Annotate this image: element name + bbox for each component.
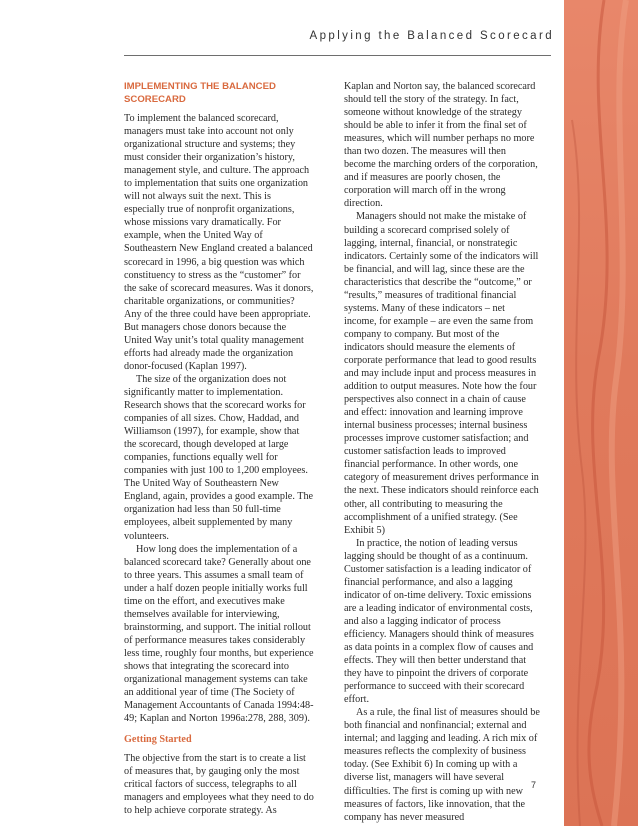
paragraph: Managers should not make the mistake of building a scorecard comprised solely of lagging, internal, financial, or nonstrategic indicators. Certainly some of the indicators will be financial, and will lag, since these are the characteristics that describe the “outcome,” or “results,” measures of traditional financial systems. Many of these indicators – net income, for example – are even the same from company to company. But most of the indicators should measure the elements of corporate performance that lead to good results and may include input and process measures in addition to output measures. Note how the four perspectives also connect in a chain of cause and effect: innovation and learning improve internal business processes; internal business processes improve customer satisfaction; and customer satisfaction leads to improved financial performance. In other words, one category of measurement drives performance in the next. These indicators should reinforce each other, all contributing to measuring the accomplishment of a unified strategy. (See Exhibit 5) — [344, 211, 539, 536]
paragraph: The objective from the start is to create a list of measures that, by gauging only the most critical factors of success, telegraphs to all managers and employees what they need to do to help achieve corporate strategy. As — [124, 753, 314, 817]
left-column — [124, 80, 314, 817]
band-stripe — [612, 0, 626, 826]
paragraph: As a rule, the final list of measures should be both financial and nonfinancial; external and internal; and lagging and leading. A rich mix of measures reflects the complexity of business today. (See Exhibit 6) In coming up with a diverse list, managers will have several difficulties. The first is coming up with new measures of factors, like innovation, that the company has never measured — [344, 707, 540, 823]
paragraph: How long does the implementation of a balanced scorecard take? Generally about one to three years. This assumes a small team of under a half dozen people initially works full time on the effort, and executives make themselves available for interviewing, brainstorming, and support. The initial rollout of performance measures takes considerably less time, roughly four months, but experience shows that integrating the scorecard into organizational management systems can take an additional year of time (The Society of Management Accountants of Canada 1994:48-49; Kaplan and Norton 1996a:278, 288, 309). — [124, 543, 314, 725]
paragraph: Kaplan and Norton say, the balanced scorecard should tell the story of the strategy. In fact, someone without knowledge of the strategy should be able to infer it from the final set of measures, which will number perhaps no more than two dozen. The measures will then become the marching orders of the corporation, and if measures are poorly chosen, the corporation will march off in the wrong direction. — [344, 81, 538, 210]
right-column — [344, 80, 540, 824]
band-stripes — [564, 0, 638, 826]
band-stripe — [572, 120, 585, 826]
band-stripe — [589, 0, 607, 826]
paragraph: In practice, the notion of leading versus lagging should be thought of as a continuum. Customer satisfaction is a leading indicator of financial performance, and also a lagging indicator of on-time delivery. Toxic emissions are a leading indicator of environmental costs, and also a lagging indicator of process efficiency. Managers should think of measures as data points in a complex flow of causes and effects. They will then better understand that they have to pinpoint the drivers of corporate performance to succeed with their scorecard effort. — [344, 537, 534, 706]
running-head: Applying the Balanced Scorecard — [309, 30, 554, 42]
paragraph: The size of the organization does not significantly matter to implementation. Research shows that the scorecard works for companies of all sizes. Chow, Haddad, and Williamson (1997), for example, show that the scorecard, though developed at large companies, functions equally well for companies with just 100 to 1,200 employees. The United Way of Southeastern New England, again, provides a good example. The organization had less than 50 full-time employees, albeit supplemented by many volunteers. — [124, 373, 314, 542]
section-heading: IMPLEMENTING THE BALANCED SCORECARD — [124, 81, 276, 105]
subheading: Getting Started — [124, 734, 192, 746]
page-number: 7 — [531, 780, 537, 790]
header-rule — [124, 55, 551, 56]
decorative-side-band — [564, 0, 638, 826]
paragraph: To implement the balanced scorecard, managers must take into account not only organizational structure and systems; they must consider their organization’s history, management style, and culture. The approach to implementation that suits one organization will not always suit the next. This is especially true of nonprofit organizations, whose missions vary dramatically. For example, when the United Way of Southeastern New England created a balanced scorecard in 1996, a big question was which constituency to stress as the “customer” for the sake of scorecard measures. Was it donors, charitable organizations, or communities? Any of the three could have been appropriate. But managers chose donors because the United Way unit’s total quality management efforts had already made the organization donor-focused (Kaplan 1997). — [124, 113, 314, 372]
